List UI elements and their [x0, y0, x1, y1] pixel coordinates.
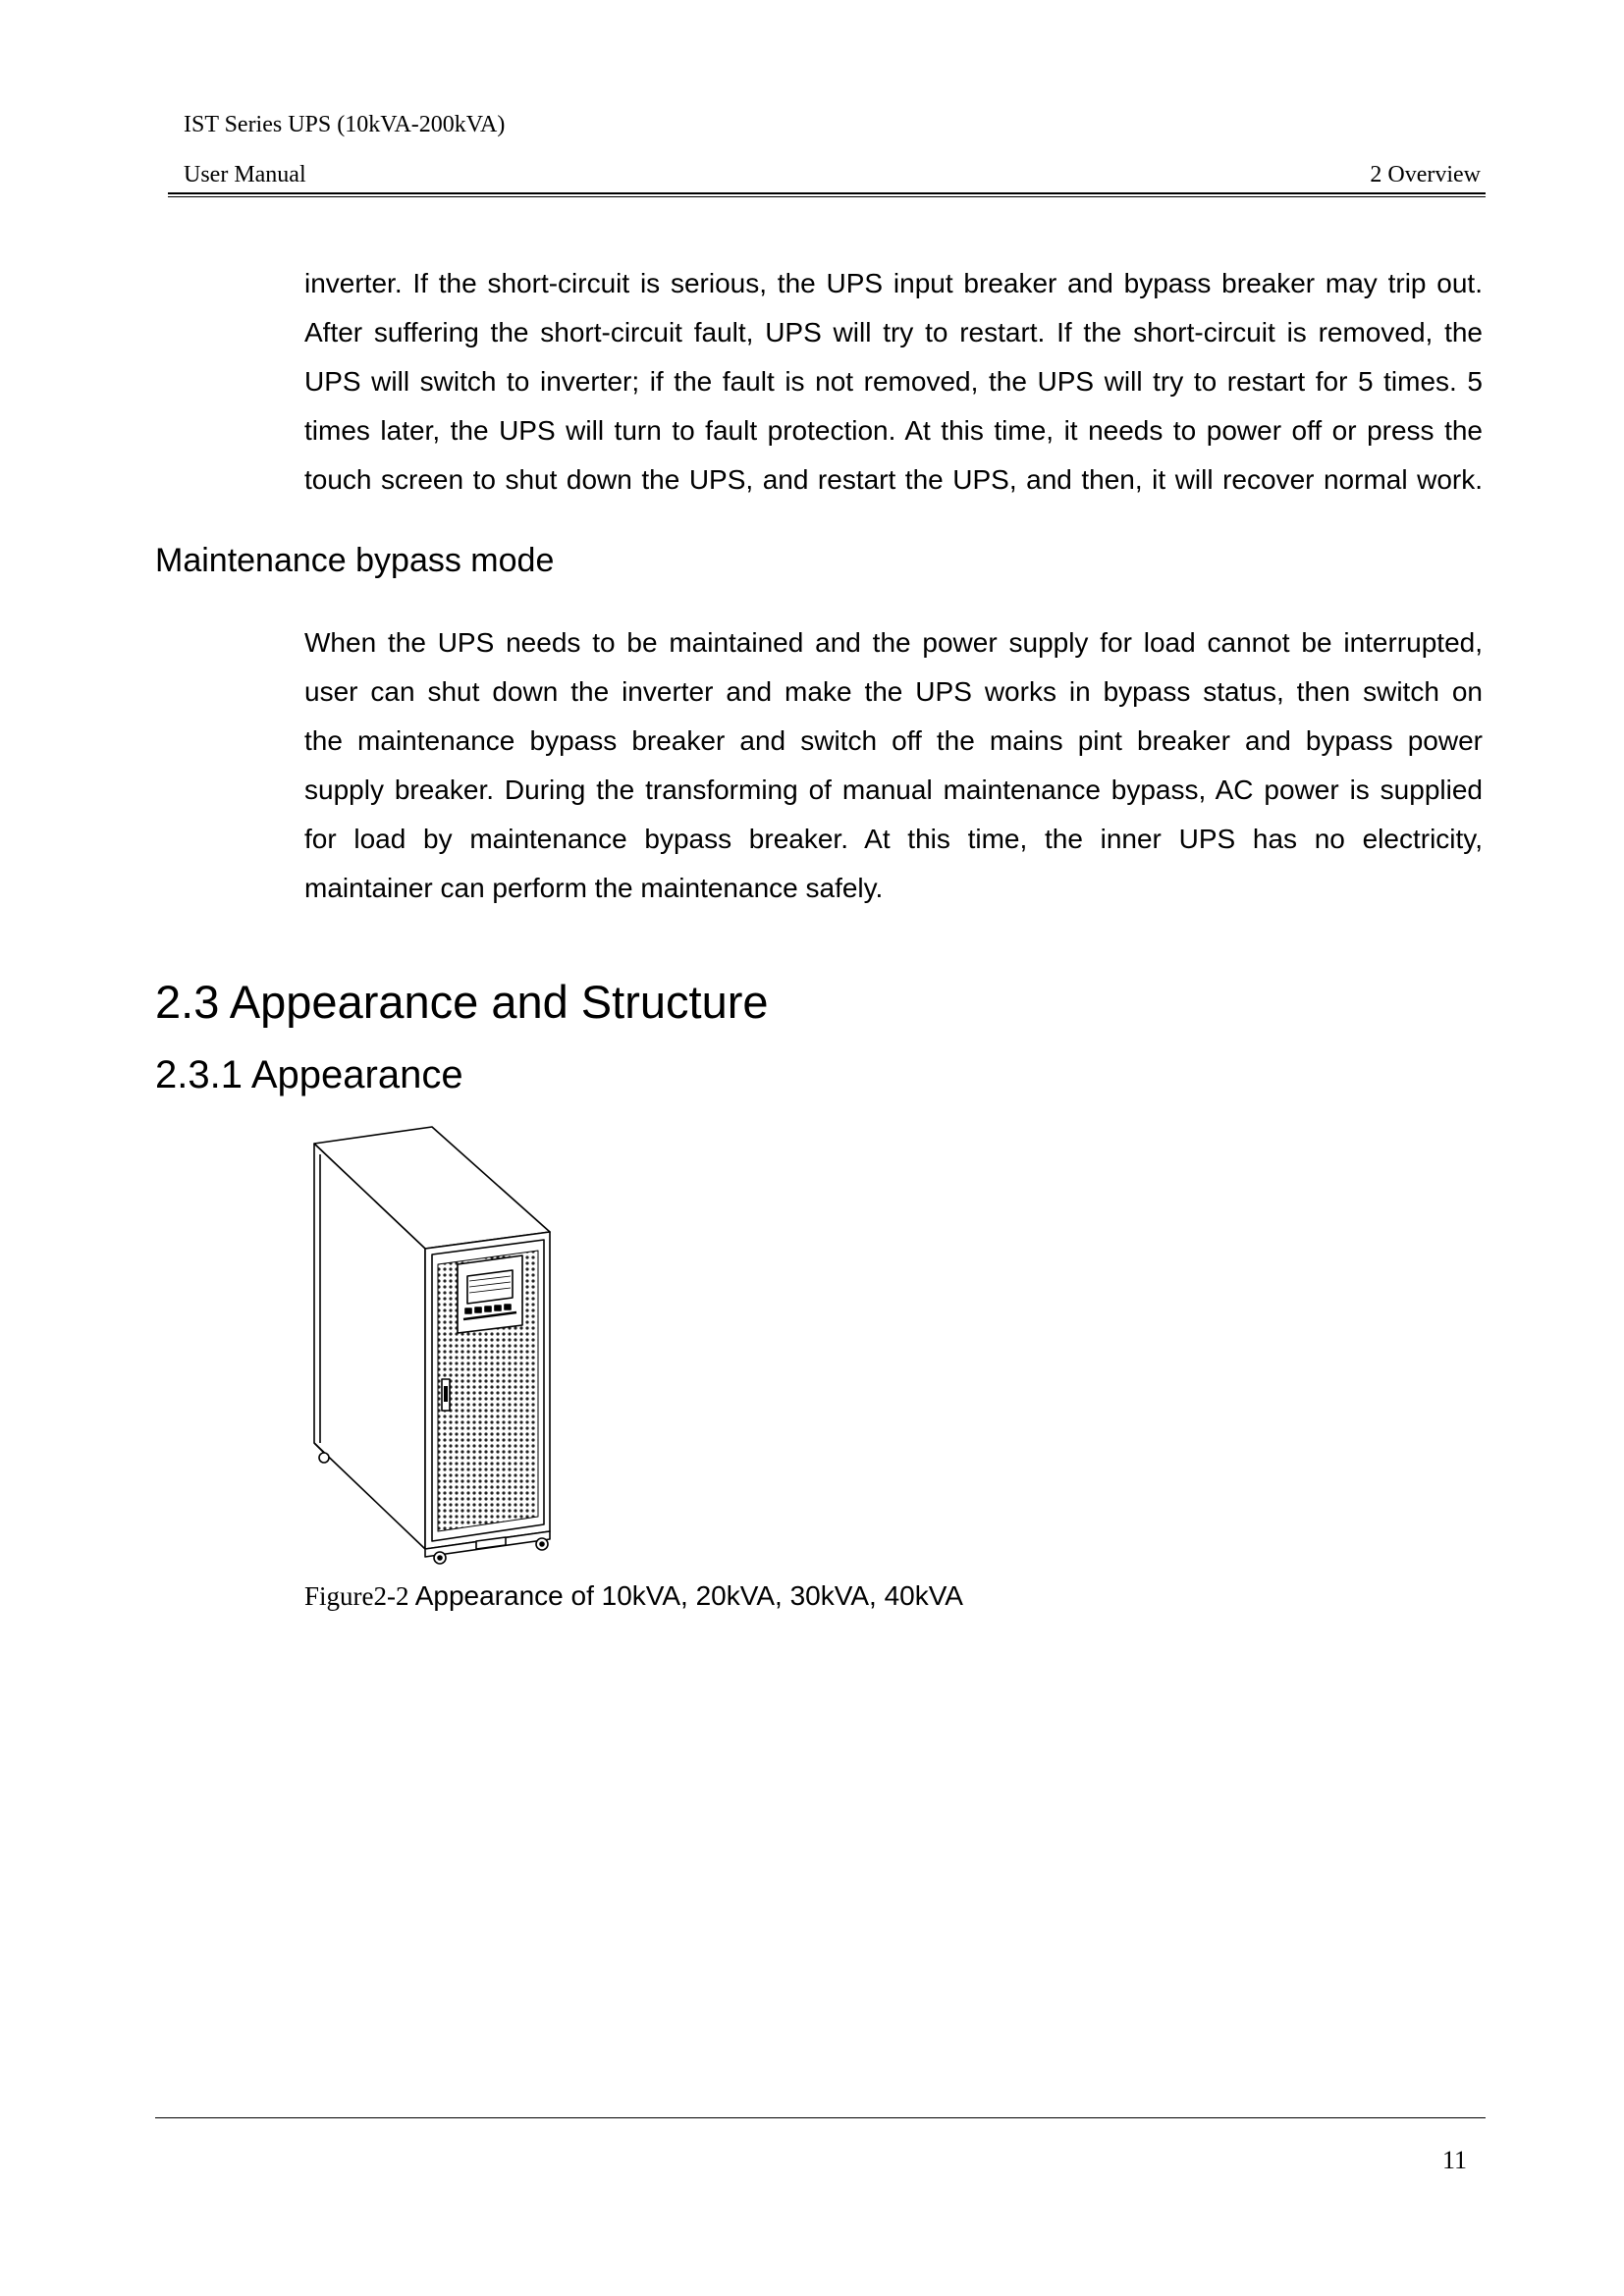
short-circuit-paragraph [304, 259, 1483, 505]
subsection-heading: 2.3.1 Appearance [155, 1053, 463, 1096]
figure-caption [304, 1580, 963, 1612]
header-series-title: IST Series UPS (10kVA-200kVA) [184, 112, 506, 137]
header-manual-label: User Manual [184, 162, 306, 187]
header-rule [168, 192, 1486, 194]
paragraph-line: After suffering the short-circuit fault, UPS will try to restart. If the short-circuit is removed, the [304, 317, 1483, 347]
paragraph-line: maintainer can perform the maintenance safely. [304, 873, 884, 903]
figure-caption-text: Appearance of 10kVA, 20kVA, 30kVA, 40kVA [408, 1580, 963, 1611]
figure-label: Figure2-2 [304, 1581, 409, 1611]
paragraph-line: times later, the UPS will turn to fault protection. At this time, it needs to power off or press the [304, 415, 1483, 446]
header-chapter-label: 2 Overview [1370, 162, 1481, 187]
page-number: 11 [1441, 2146, 1467, 2174]
paragraph-line: inverter. If the short-circuit is serious, the UPS input breaker and bypass breaker may trip out. [304, 268, 1483, 298]
paragraph-line: touch screen to shut down the UPS, and restart the UPS, and then, it will recover normal work. [304, 464, 1483, 495]
paragraph-line: user can shut down the inverter and make the UPS works in bypass status, then switch on [304, 676, 1483, 707]
ups-cabinet-illustration [295, 1119, 560, 1571]
section-heading: 2.3 Appearance and Structure [155, 976, 769, 1028]
paragraph-line: supply breaker. During the transforming of manual maintenance bypass, AC power is supplied [304, 774, 1483, 805]
maintenance-heading: Maintenance bypass mode [155, 542, 555, 579]
paragraph-line: When the UPS needs to be maintained and the power supply for load cannot be interrupted, [304, 627, 1483, 658]
maintenance-paragraph [304, 618, 1483, 913]
paragraph-line: the maintenance bypass breaker and switch off the mains pint breaker and bypass power [304, 725, 1483, 756]
header-rule-thin [168, 196, 1486, 197]
footer-rule [155, 2117, 1486, 2118]
paragraph-line: UPS will switch to inverter; if the fault is not removed, the UPS will try to restart for 5 times. 5 [304, 366, 1483, 397]
paragraph-line: for load by maintenance bypass breaker. At this time, the inner UPS has no electricity, [304, 824, 1483, 854]
